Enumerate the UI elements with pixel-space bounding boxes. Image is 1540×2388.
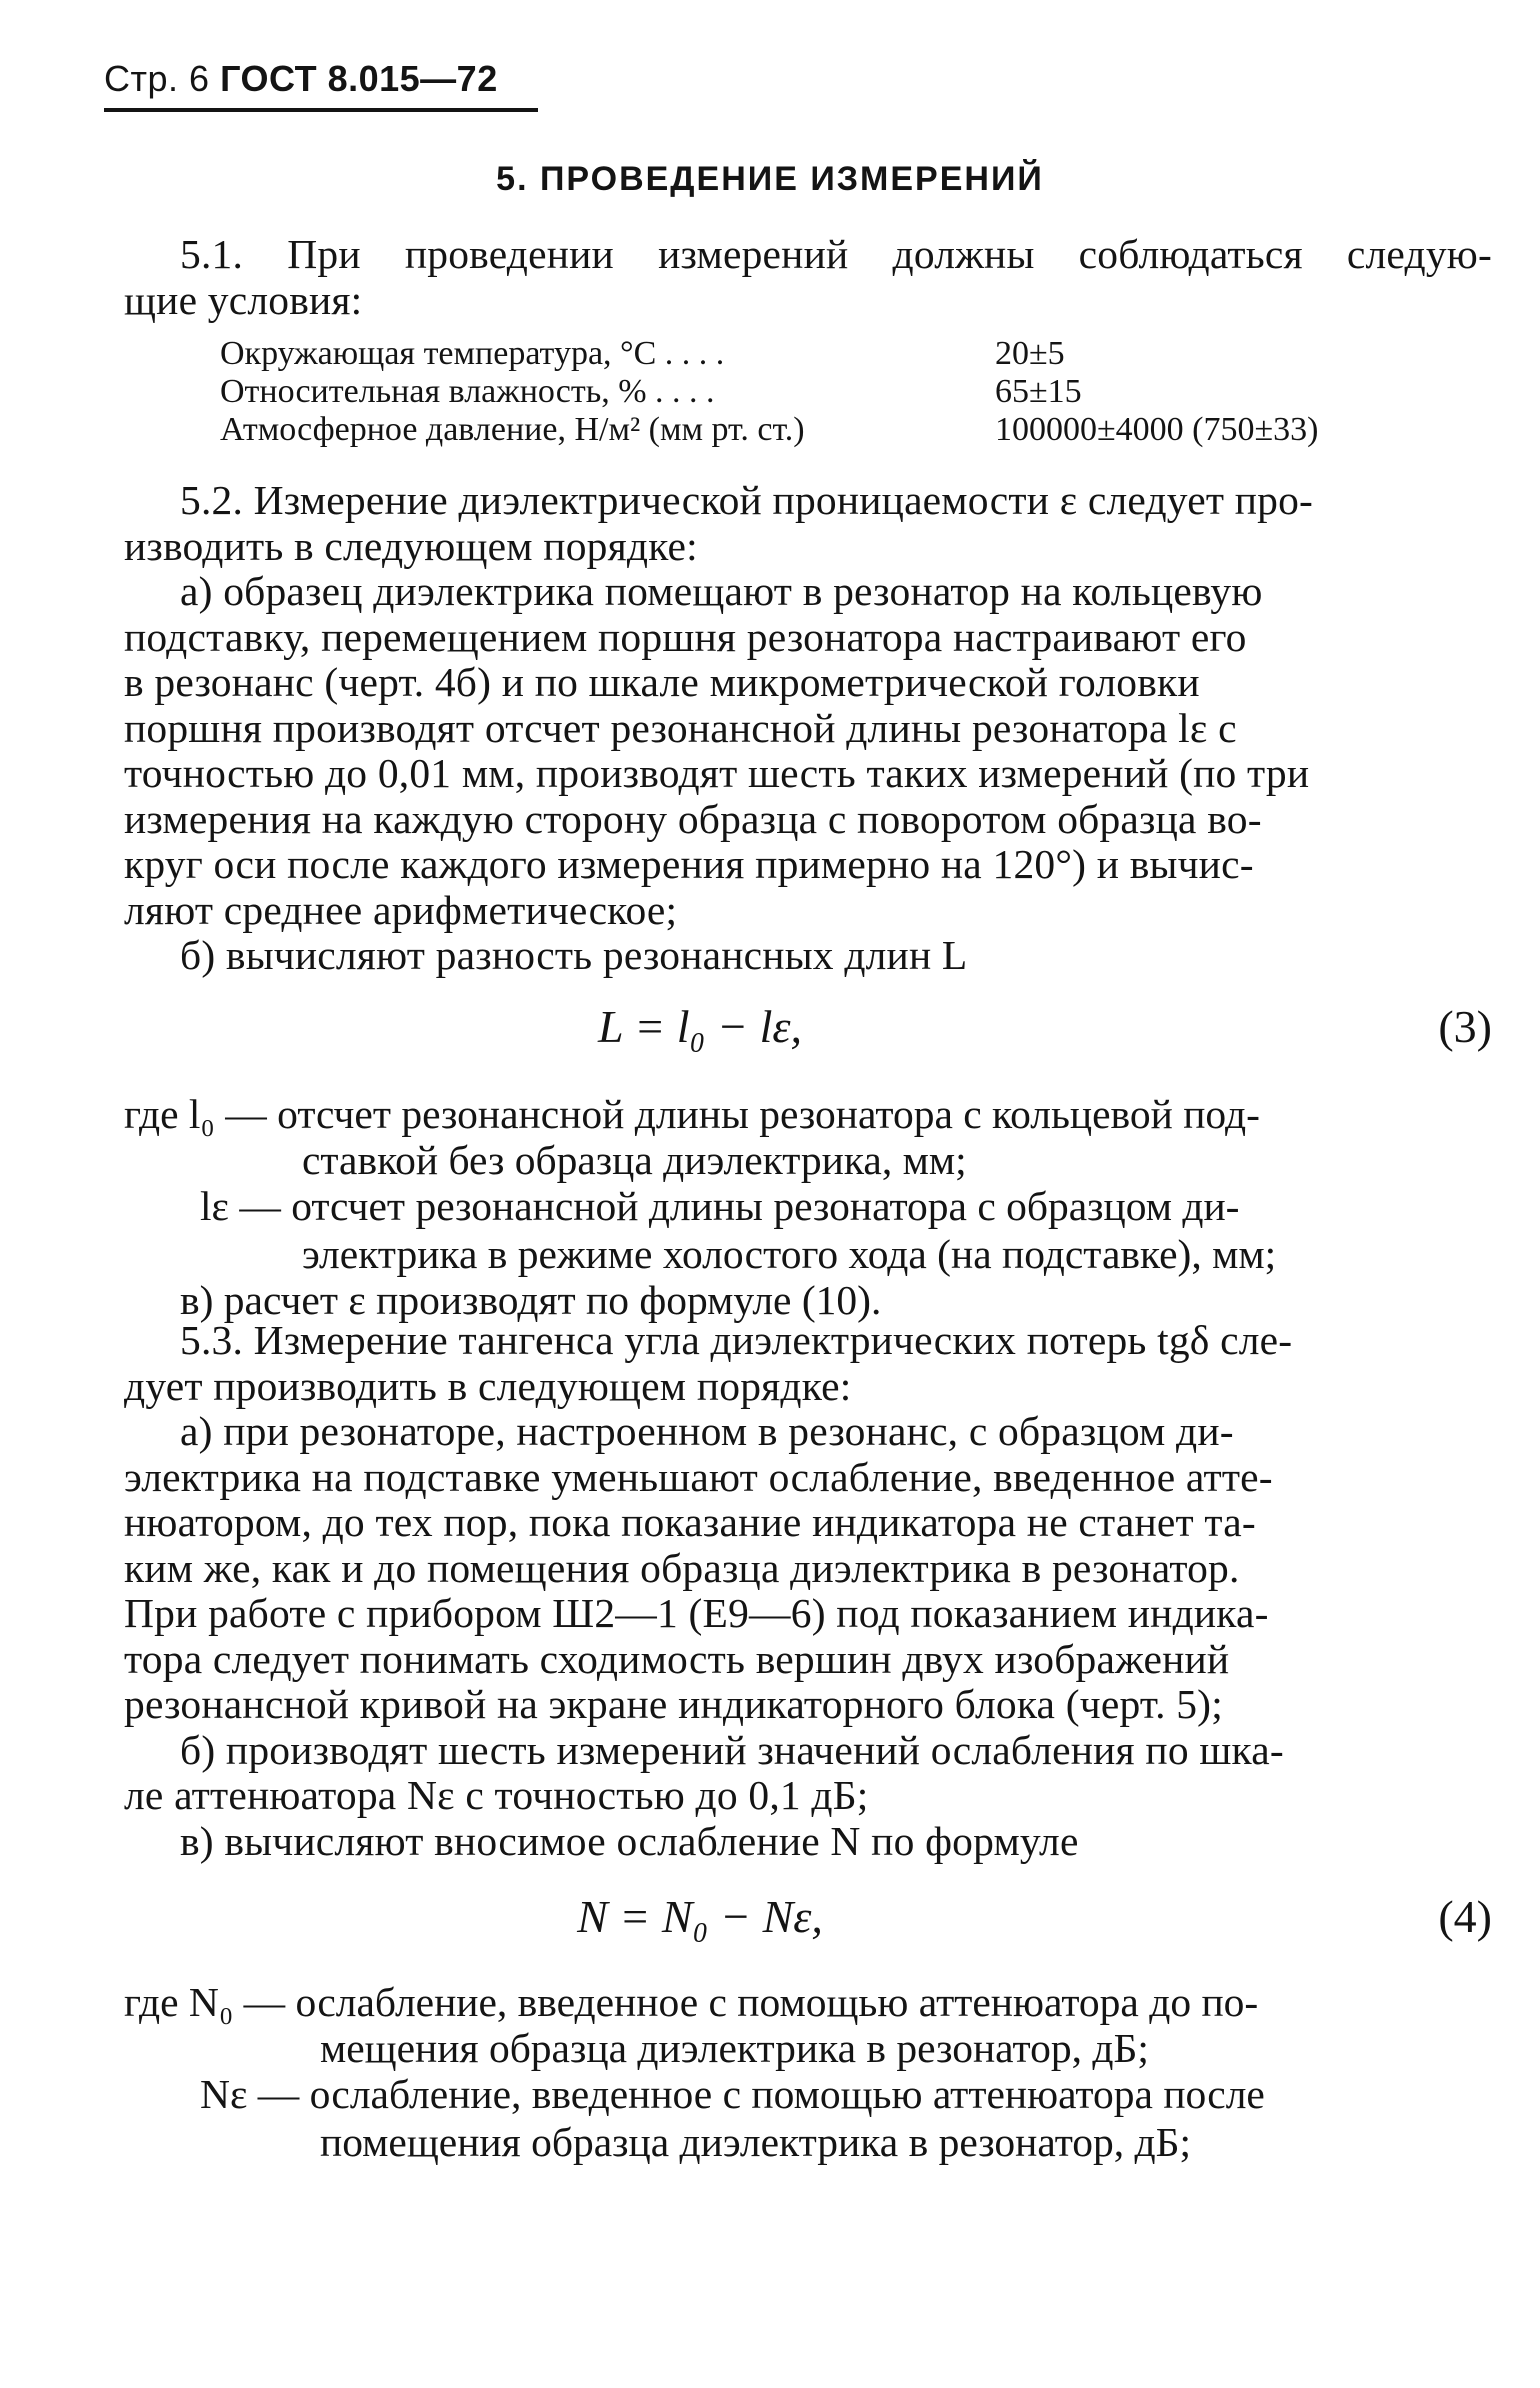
legend-line: ставкой без образца диэлектрика, мм; — [302, 1137, 967, 1183]
legend-line: помещения образца диэлектрика в резонатор, дБ; — [320, 2119, 1192, 2165]
text-line: точностью до 0,01 мм, производят шесть таких измерений (по три — [124, 750, 1310, 796]
text-line: 5.2. Измерение диэлектрической проницаемости ε следует про- — [180, 477, 1314, 523]
formula-number: (4) — [1438, 1891, 1492, 1942]
condition-value: 20±5 — [995, 335, 1065, 372]
text-line: в резонанс (черт. 4б) и по шкале микрометрической головки — [124, 659, 1200, 705]
paragraph-5-3 — [124, 1318, 1492, 1864]
text-line: б) вычисляют разность резонансных длин L — [180, 932, 968, 978]
header-rule — [104, 108, 538, 112]
condition-value: 65±15 — [995, 373, 1082, 410]
paragraph-5-2 — [124, 478, 1492, 979]
text-line: ле аттенюатора Nε с точностью до 0,1 дБ; — [124, 1772, 869, 1818]
legend-line: где N₀ — ослабление, введенное с помощью аттенюатора до по- — [124, 1979, 1259, 2025]
text-line: нюатором, до тех пор, пока показание индикатора не станет та- — [124, 1499, 1256, 1545]
text-line: а) образец диэлектрика помещают в резонатор на кольцевую — [180, 568, 1263, 614]
condition-name: Атмосферное давление, Н/м² (мм рт. ст.) — [220, 411, 805, 448]
paragraph-5-1 — [124, 232, 1492, 323]
legend-line: мещения образца диэлектрика в резонатор, дБ; — [320, 2025, 1149, 2071]
text-line: ляют среднее арифметическое; — [124, 886, 678, 933]
text-line: 5.3. Измерение тангенса угла диэлектрических потерь tgδ сле- — [180, 1317, 1293, 1363]
text-line: а) при резонаторе, настроенном в резонанс, с образцом ди- — [180, 1408, 1234, 1454]
formula-text: N = N₀ − Nε, — [577, 1891, 823, 1942]
text-line: подставку, перемещением поршня резонатора настраивают его — [124, 613, 1247, 660]
condition-name: Окружающая температура, °С . . . . — [220, 335, 725, 372]
section-title: 5. ПРОВЕДЕНИЕ ИЗМЕРЕНИЙ — [496, 160, 1044, 198]
text-line: в) вычисляют вносимое ослабление N по формуле — [180, 1817, 1079, 1864]
text-line: дует производить в следующем порядке: — [124, 1362, 852, 1409]
text-line: изводить в следующем порядке: — [124, 522, 698, 569]
text-line: ким же, как и до помещения образца диэлектрика в резонатор. — [124, 1544, 1240, 1591]
text-line: тора следует понимать сходимость вершин двух изображений — [124, 1635, 1230, 1682]
legend-line: Nε — ослабление, введенное с помощью аттенюатора после — [200, 2071, 1265, 2117]
text-line: поршня производят отсчет резонансной длины резонатора lε с — [124, 704, 1237, 751]
text-line: щие условия: — [124, 276, 363, 323]
text-line: электрика на подставке уменьшают ослабление, введенное атте- — [124, 1453, 1273, 1500]
text-line: измерения на каждую сторону образца с поворотом образца во- — [124, 795, 1262, 842]
text-line: 5.1. При проведении измерений должны соблюдаться следую- — [180, 231, 1492, 277]
legend-line: lε — отсчет резонансной длины резонатора с образцом ди- — [200, 1183, 1240, 1229]
text-line: круг оси после каждого измерения примерно на 120°) и вычис- — [124, 841, 1254, 887]
legend-line: где l₀ — отсчет резонансной длины резонатора с кольцевой под- — [124, 1091, 1260, 1137]
text-line: б) производят шесть измерений значений ослабления по шка- — [180, 1726, 1284, 1773]
running-header — [104, 58, 498, 100]
condition-name: Относительная влажность, % . . . . — [220, 373, 715, 410]
text-line: резонансной кривой на экране индикаторного блока (черт. 5); — [124, 1681, 1223, 1727]
legend-line: в) расчет ε производят по формуле (10). — [180, 1277, 882, 1323]
formula-number: (3) — [1438, 1001, 1492, 1052]
standard-number: ГОСТ 8.015—72 — [220, 58, 498, 99]
formula-text: L = l₀ − lε, — [597, 1001, 802, 1052]
page-label: Стр. 6 — [104, 58, 210, 99]
legend-line: электрика в режиме холостого хода (на подставке), мм; — [302, 1231, 1277, 1277]
condition-value: 100000±4000 (750±33) — [995, 411, 1319, 448]
text-line: При работе с прибором Ш2—1 (Е9—6) под показанием индика- — [124, 1590, 1269, 1636]
